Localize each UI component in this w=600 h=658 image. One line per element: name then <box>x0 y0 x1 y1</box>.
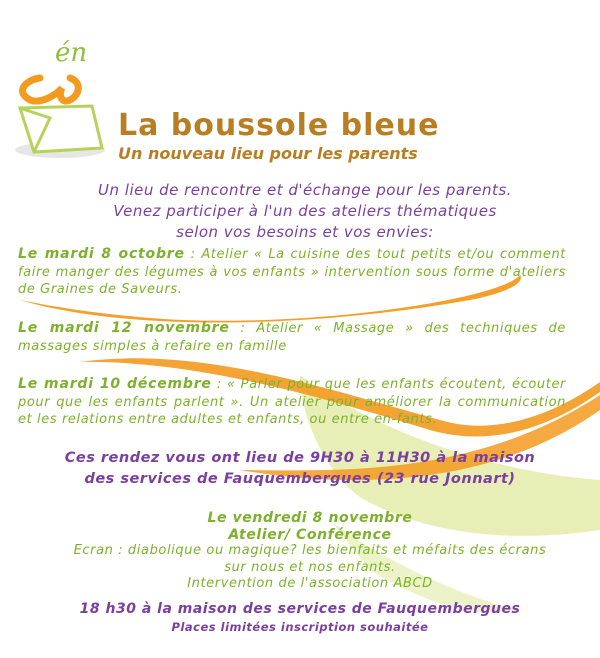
event-description: : Atelier « Massage » des techniques de massages simples à refaire en famille <box>18 321 566 354</box>
event-description: : Atelier « La cuisine des tout petits et/ou comment faire manger des légumes à vos enfants » intervention sous forme d'ateliers de Graines de Saveurs. <box>18 247 566 297</box>
event-date: Le mardi 12 novembre <box>18 320 230 336</box>
event-item <box>18 246 566 299</box>
event-description: : « Parler pour que les enfants écoutent, écouter pour que les enfants parlent ». Un atelier pour améliorer la communication et les relations entre adultes et enfants, ou entre en-fants. <box>18 377 566 427</box>
event-date: Le mardi 10 décembre <box>18 376 212 392</box>
footer-place: 18 h30 à la maison des services de Fauquembergues <box>79 601 521 617</box>
rendezvous-line: Ces rendez vous ont lieu de 9H30 à 11H30 à la maison <box>64 450 536 466</box>
event-item <box>18 320 566 355</box>
event-date: Le mardi 8 octobre <box>18 246 185 262</box>
logo-letters: én <box>55 38 88 68</box>
event-item <box>18 376 566 429</box>
conference-line: Intervention de l'association ABCD <box>187 576 433 591</box>
rendezvous-line: des services de Fauquembergues (23 rue Jonnart) <box>84 471 516 487</box>
footer-note: Places limitées inscription souhaitée <box>171 620 429 634</box>
conference-line: sur nous et nos enfants. <box>224 559 396 575</box>
conference-date: Le vendredi 8 novembre <box>207 510 413 526</box>
logo-icon <box>15 78 105 158</box>
rendezvous-info <box>30 448 570 490</box>
footer-info <box>40 600 560 636</box>
conference-kind: Atelier/ Conférence <box>228 526 392 543</box>
conference-line: Ecran : diabolique ou magique? les bienfaits et méfaits des écrans <box>73 543 547 558</box>
intro-line: Un lieu de rencontre et d'échange pour les parents. <box>98 181 512 199</box>
intro-line: selon vos besoins et vos envies: <box>176 223 434 241</box>
conference-info <box>60 510 560 593</box>
intro-line: Venez participer à l'un des ateliers thématiques <box>113 202 497 220</box>
page-subtitle: Un nouveau lieu pour les parents <box>118 144 418 163</box>
intro-text <box>60 180 550 243</box>
page-title: La boussole bleue <box>118 108 440 143</box>
